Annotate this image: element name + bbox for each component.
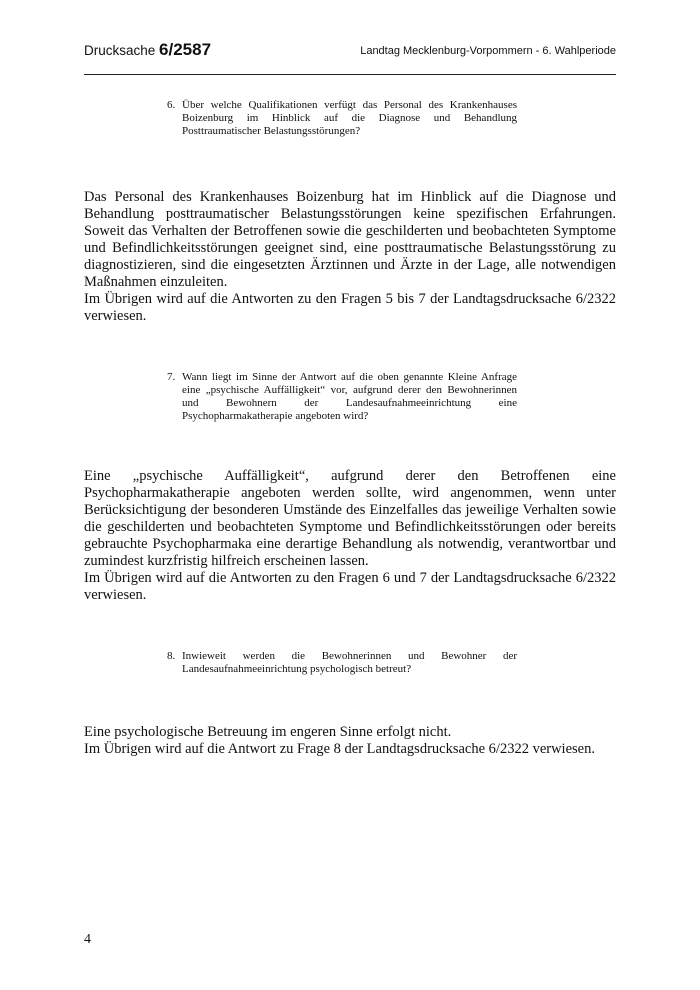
answer-paragraph: Eine „psychische Auffälligkeit“, aufgrund derer den Betroffenen eine Psychopharmakatherapie angeboten werden sollte, wird angenommen, wenn unter Berücksichtigung der besonderen Umstände des Einzelfalles das jeweilige Verhalten sowie die geschilderten und beobachteten Symptome und Befindlichkeitsstörungen oder bereits gebrauchte Psychopharmaka eine derartige Behandlung als notwendig, verantwortbar und zumindest kurzfristig hilfreich erscheinen lassen. <box>84 468 616 569</box>
document-id <box>84 40 211 60</box>
page-number: 4 <box>84 932 91 947</box>
answer-6 <box>84 189 616 325</box>
question-6 <box>167 99 517 138</box>
parliament-title: Landtag Mecklenburg-Vorpommern - 6. Wahlperiode <box>360 45 616 57</box>
question-8 <box>167 650 517 676</box>
question-number: 6. <box>167 99 176 111</box>
question-number: 7. <box>167 371 176 383</box>
question-text: Inwieweit werden die Bewohnerinnen und Bewohner der Landesaufnahmeeinrichtung psychologisch betreut? <box>182 650 517 675</box>
document-number: 6/2587 <box>159 40 212 59</box>
answer-reference: Im Übrigen wird auf die Antworten zu den Fragen 5 bis 7 der Landtagsdrucksache 6/2322 verwiesen. <box>84 291 616 324</box>
question-text: Wann liegt im Sinne der Antwort auf die oben genannte Kleine Anfrage eine „psychische Auffälligkeit“ vor, aufgrund derer den Bewohnerinnen und Bewohnern der Landesaufnahmeeinrichtung eine Psychopharmakatherapie angeboten wird? <box>182 371 517 422</box>
answer-reference: Im Übrigen wird auf die Antworten zu den Fragen 6 und 7 der Landtagsdrucksache 6/2322 verwiesen. <box>84 570 616 603</box>
answer-7 <box>84 468 616 604</box>
answer-paragraph: Das Personal des Krankenhauses Boizenburg hat im Hinblick auf die Diagnose und Behandlung posttraumatischer Belastungsstörungen keine spezifischen Erfahrungen. Soweit das Verhalten der Betroffenen sowie die geschilderten und beobachteten Symptome und Befindlichkeitsstörungen geeignet sind, eine posttraumatische Belastungsstörung zu diagnostizieren, sind die eingesetzten Ärztinnen und Ärzte in der Lage, alle notwendigen Maßnahmen einzuleiten. <box>84 189 616 290</box>
question-text: Über welche Qualifikationen verfügt das Personal des Krankenhauses Boizenburg im Hinblick auf die Diagnose und Behandlung Posttraumatischer Belastungsstörungen? <box>182 99 517 137</box>
question-7 <box>167 371 517 423</box>
answer-8 <box>84 724 616 758</box>
page-header <box>84 40 616 75</box>
answer-reference: Im Übrigen wird auf die Antwort zu Frage 8 der Landtagsdrucksache 6/2322 verwiesen. <box>84 741 595 757</box>
answer-paragraph: Eine psychologische Betreuung im engeren Sinne erfolgt nicht. <box>84 724 452 740</box>
document-label: Drucksache <box>84 43 156 58</box>
question-number: 8. <box>167 650 176 662</box>
